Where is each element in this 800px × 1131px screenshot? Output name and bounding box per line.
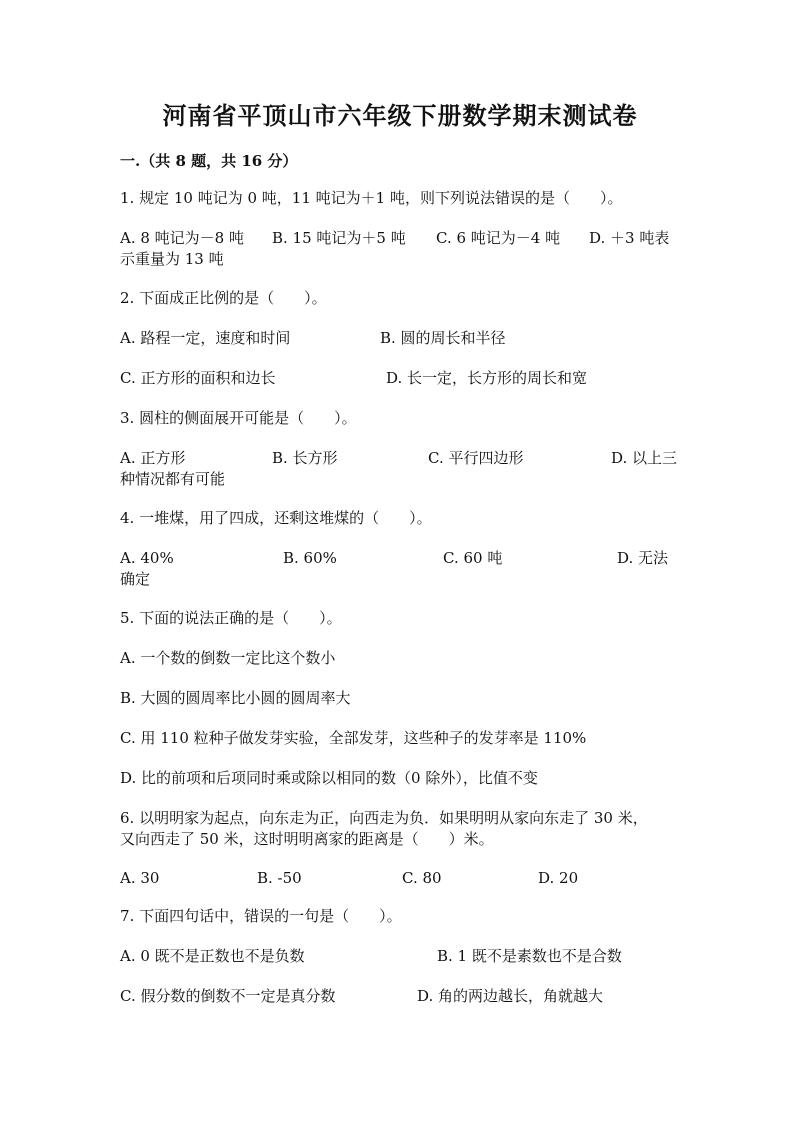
question-1-option-a: A. 8 吨记为－8 吨 — [120, 229, 244, 247]
question-5-option-b: B. 大圆的圆周率比小圆的圆周率大 — [120, 689, 351, 707]
question-4-option-a: A. 40% — [120, 549, 174, 567]
question-7-option-c: C. 假分数的倒数不一定是真分数 — [120, 987, 336, 1005]
question-1-option-c: C. 6 吨记为－4 吨 — [436, 229, 561, 247]
question-4-option-d: D. 无法 — [617, 549, 669, 567]
question-3-option-d: D. 以上三 — [611, 449, 678, 467]
exam-title: 河南省平顶山市六年级下册数学期末测试卷 — [162, 101, 638, 130]
question-5-option-a: A. 一个数的倒数一定比这个数小 — [120, 649, 336, 667]
question-5-option-c: C. 用 110 粒种子做发芽实验，全部发芽，这些种子的发芽率是 110% — [120, 729, 587, 747]
question-2-option-b: B. 圆的周长和半径 — [380, 329, 506, 347]
question-4-option-b: B. 60% — [283, 549, 337, 567]
question-3-option-b: B. 长方形 — [272, 449, 338, 467]
question-1-stem: 1. 规定 10 吨记为 0 吨，11 吨记为＋1 吨，则下列说法错误的是（ ）。 — [120, 189, 623, 207]
question-3-option-d-wrap: 种情况都有可能 — [120, 470, 226, 488]
question-2-option-a: A. 路程一定，速度和时间 — [120, 329, 291, 347]
question-4-option-c: C. 60 吨 — [443, 549, 503, 567]
question-1-option-b: B. 15 吨记为＋5 吨 — [272, 229, 406, 247]
question-6-option-b: B. -50 — [257, 869, 302, 887]
question-4-stem: 4. 一堆煤，用了四成，还剩这堆煤的（ ）。 — [120, 509, 432, 527]
question-6-stem-line2: 又向西走了 50 米，这时明明离家的距离是（ ）米。 — [120, 830, 494, 848]
question-6-option-d: D. 20 — [538, 869, 579, 887]
question-5-stem: 5. 下面的说法正确的是（ ）。 — [120, 609, 342, 627]
question-7-stem: 7. 下面四句话中，错误的一句是（ ）。 — [120, 907, 402, 925]
question-1-option-d: D. ＋3 吨表 — [589, 229, 670, 247]
question-6-option-a: A. 30 — [120, 869, 160, 887]
question-7-option-b: B. 1 既不是素数也不是合数 — [437, 947, 622, 965]
question-6-stem: 6. 以明明家为起点，向东走为正，向西走为负．如果明明从家向东走了 30 米， — [120, 809, 648, 827]
question-6-option-c: C. 80 — [402, 869, 442, 887]
question-5-option-d: D. 比的前项和后项同时乘或除以相同的数（0 除外），比值不变 — [120, 769, 538, 787]
question-7-option-d: D. 角的两边越长，角就越大 — [417, 987, 604, 1005]
question-7-option-a: A. 0 既不是正数也不是负数 — [120, 947, 305, 965]
question-3-option-a: A. 正方形 — [120, 449, 186, 467]
question-2-stem: 2. 下面成正比例的是（ ）。 — [120, 289, 327, 307]
question-1-option-d-wrap: 示重量为 13 吨 — [120, 250, 224, 268]
question-2-option-c: C. 正方形的面积和边长 — [120, 369, 276, 387]
question-4-option-d-wrap: 确定 — [120, 570, 151, 588]
section-header: 一.（共 8 题，共 16 分） — [120, 152, 298, 170]
question-2-option-d: D. 长一定，长方形的周长和宽 — [386, 369, 588, 387]
question-3-stem: 3. 圆柱的侧面展开可能是（ ）。 — [120, 409, 357, 427]
question-3-option-c: C. 平行四边形 — [428, 449, 524, 467]
